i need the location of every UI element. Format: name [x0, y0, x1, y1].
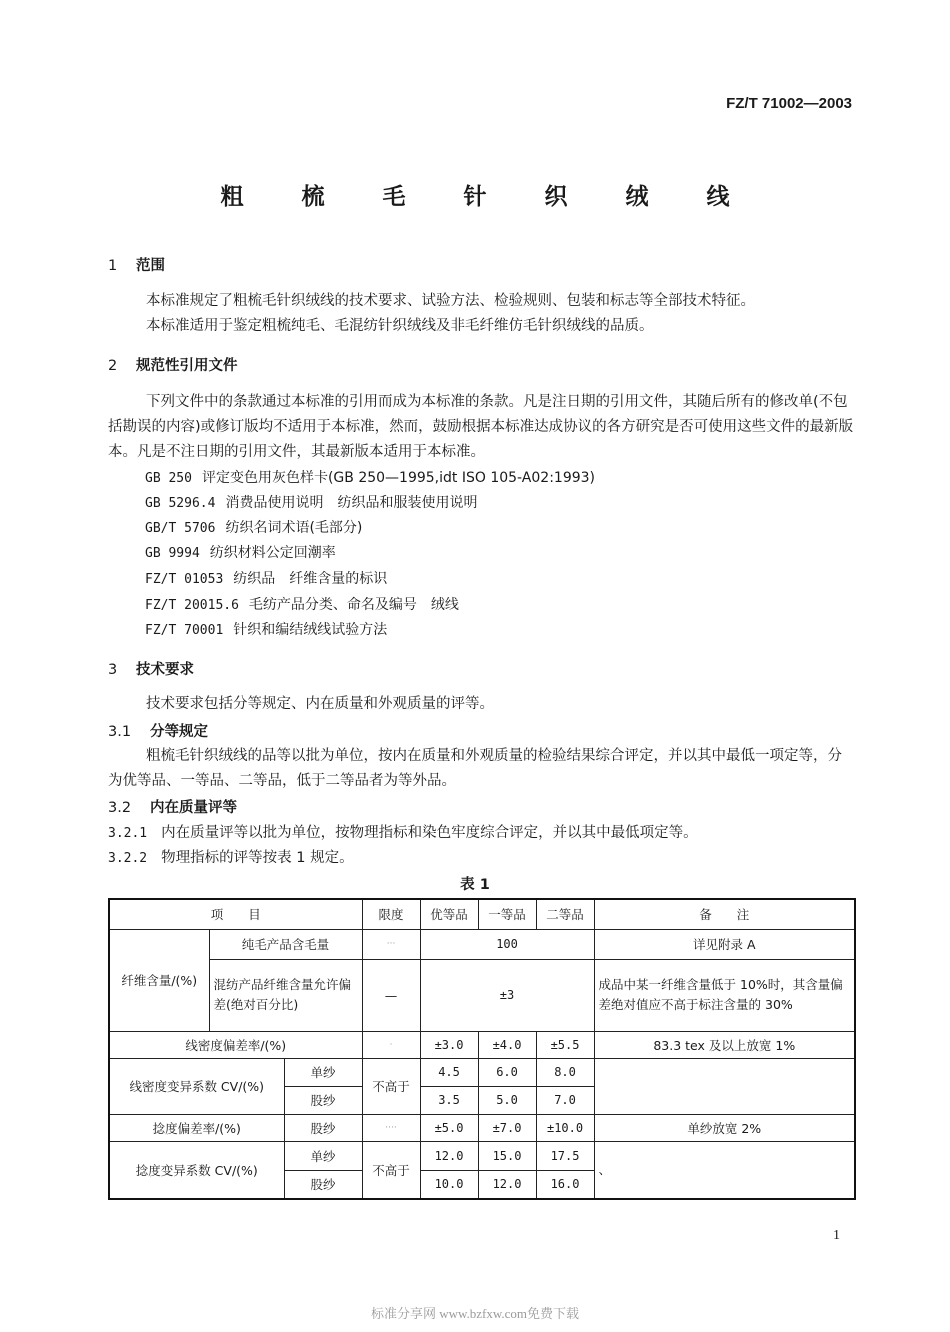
footer-watermark[interactable]: 标准分享网 www.bzfxw.com免费下载 — [370, 1306, 580, 1321]
table-row — [109, 929, 855, 959]
section-3-para: 技术要求包括分等规定、内在质量和外观质量的评等。 — [146, 696, 494, 712]
twist-cv-label: 捻度变异系数 CV/(%) — [109, 1141, 284, 1199]
standard-number: FZ/T 71002—2003 — [726, 95, 852, 112]
value-cell: 100 — [420, 929, 594, 959]
section-3-1-heading: 3.1 分等规定 — [108, 724, 208, 740]
note-cell — [594, 1058, 855, 1114]
value-cell: ±5.0 — [420, 1114, 478, 1141]
limit-cell: ··· — [362, 929, 420, 959]
limit-cell: — — [362, 959, 420, 1031]
limit-cell: ···· — [362, 1114, 420, 1141]
section-1-para-2: 本标准适用于鉴定粗梳纯毛、毛混纺针织绒线及非毛纤维仿毛针织绒线的品质。 — [146, 318, 654, 334]
section-2-heading: 2 规范性引用文件 — [108, 358, 238, 374]
value-cell: 16.0 — [536, 1170, 594, 1199]
limit-cell: · — [362, 1031, 420, 1058]
twist-deviation-label: 捻度偏差率/(%) — [109, 1114, 284, 1141]
value-cell: ±4.0 — [478, 1031, 536, 1058]
header-note: 备 注 — [594, 899, 855, 929]
value-cell: 17.5 — [536, 1141, 594, 1170]
section-3-1-para: 粗梳毛针织绒线的品等以批为单位，按内在质量和外观质量的检验结果综合评定，并以其中最低一项定等，分为优等品、一等品、二等品，低于二等品者为等外品。 — [108, 748, 842, 789]
value-cell: ±3 — [420, 959, 594, 1031]
value-cell: 12.0 — [478, 1170, 536, 1199]
header-item: 项 目 — [109, 899, 362, 929]
value-cell: ±10.0 — [536, 1114, 594, 1141]
plied-yarn-label: 股纱 — [284, 1114, 362, 1141]
section-3-heading: 3 技术要求 — [108, 662, 194, 678]
pure-wool-label: 纯毛产品含毛量 — [209, 929, 362, 959]
value-cell: 7.0 — [536, 1086, 594, 1114]
linear-density-cv-label: 线密度变异系数 CV/(%) — [109, 1058, 284, 1114]
limit-cell: 不高于 — [362, 1141, 420, 1199]
header-grade-second: 二等品 — [536, 899, 594, 929]
header-limit: 限度 — [362, 899, 420, 929]
value-cell: 12.0 — [420, 1141, 478, 1170]
value-cell: 6.0 — [478, 1058, 536, 1086]
value-cell: 5.0 — [478, 1086, 536, 1114]
reference-item: GB 250 评定变色用灰色样卡(GB 250—1995,idt ISO 105-A02:1993) — [145, 470, 596, 486]
table-header-row — [109, 899, 855, 929]
note-cell: 83.3 tex 及以上放宽 1% — [594, 1031, 855, 1058]
table-caption: 表 1 — [460, 877, 490, 893]
header-grade-first: 一等品 — [478, 899, 536, 929]
reference-item: GB 5296.4 消费品使用说明 纺织品和服装使用说明 — [145, 495, 478, 511]
table-row — [109, 959, 855, 1031]
table-row — [109, 1031, 855, 1058]
plied-yarn-label: 股纱 — [284, 1086, 362, 1114]
single-yarn-label: 单纱 — [284, 1141, 362, 1170]
document-title: 粗 梳 毛 针 织 绒 线 — [220, 184, 755, 210]
physical-index-table — [108, 898, 856, 1200]
value-cell: ±5.5 — [536, 1031, 594, 1058]
note-cell: 单纱放宽 2% — [594, 1114, 855, 1141]
section-2-para: 下列文件中的条款通过本标准的引用而成为本标准的条款。凡是注日期的引用文件，其随后所有的修改单(不包括勘误的内容)或修订版均不适用于本标准，然而，鼓励根据本标准达成协议的各方研究是否可使用这些文件的最新版本。凡是不注日期的引用文件，其最新版本适用于本标准。 — [108, 394, 854, 460]
note-cell: 、 — [594, 1141, 855, 1199]
note-cell: 成品中某一纤维含量低于 10%时，其含量偏差绝对值应不高于标注含量的 30% — [594, 959, 855, 1031]
linear-density-deviation-label: 线密度偏差率/(%) — [109, 1031, 362, 1058]
value-cell: 3.5 — [420, 1086, 478, 1114]
reference-item: GB/T 5706 纺织名词术语(毛部分) — [145, 520, 363, 536]
value-cell: 8.0 — [536, 1058, 594, 1086]
section-3-2-heading: 3.2 内在质量评等 — [108, 800, 237, 816]
blend-label: 混纺产品纤维含量允许偏差(绝对百分比) — [209, 959, 362, 1031]
single-yarn-label: 单纱 — [284, 1058, 362, 1086]
limit-cell: 不高于 — [362, 1058, 420, 1114]
clause-3-2-1: 3.2.1 内在质量评等以批为单位，按物理指标和染色牢度综合评定，并以其中最低项定等。 — [108, 825, 698, 841]
table-row — [109, 1141, 855, 1170]
fiber-content-label: 纤维含量/(%) — [109, 929, 209, 1031]
value-cell: ±7.0 — [478, 1114, 536, 1141]
plied-yarn-label: 股纱 — [284, 1170, 362, 1199]
reference-item: FZ/T 20015.6 毛纺产品分类、命名及编号 绒线 — [145, 597, 459, 613]
header-grade-premium: 优等品 — [420, 899, 478, 929]
clause-3-2-2: 3.2.2 物理指标的评等按表 1 规定。 — [108, 850, 354, 866]
page-number: 1 — [833, 1228, 840, 1243]
reference-item: GB 9994 纺织材料公定回潮率 — [145, 545, 336, 561]
value-cell: ±3.0 — [420, 1031, 478, 1058]
section-1-para-1: 本标准规定了粗梳毛针织绒线的技术要求、试验方法、检验规则、包装和标志等全部技术特征。 — [146, 293, 755, 309]
reference-item: FZ/T 70001 针织和编结绒线试验方法 — [145, 622, 388, 638]
section-1-heading: 1 范围 — [108, 258, 165, 274]
reference-item: FZ/T 01053 纺织品 纤维含量的标识 — [145, 571, 388, 587]
value-cell: 15.0 — [478, 1141, 536, 1170]
table-row — [109, 1114, 855, 1141]
table-row — [109, 1058, 855, 1086]
value-cell: 10.0 — [420, 1170, 478, 1199]
note-cell: 详见附录 A — [594, 929, 855, 959]
value-cell: 4.5 — [420, 1058, 478, 1086]
